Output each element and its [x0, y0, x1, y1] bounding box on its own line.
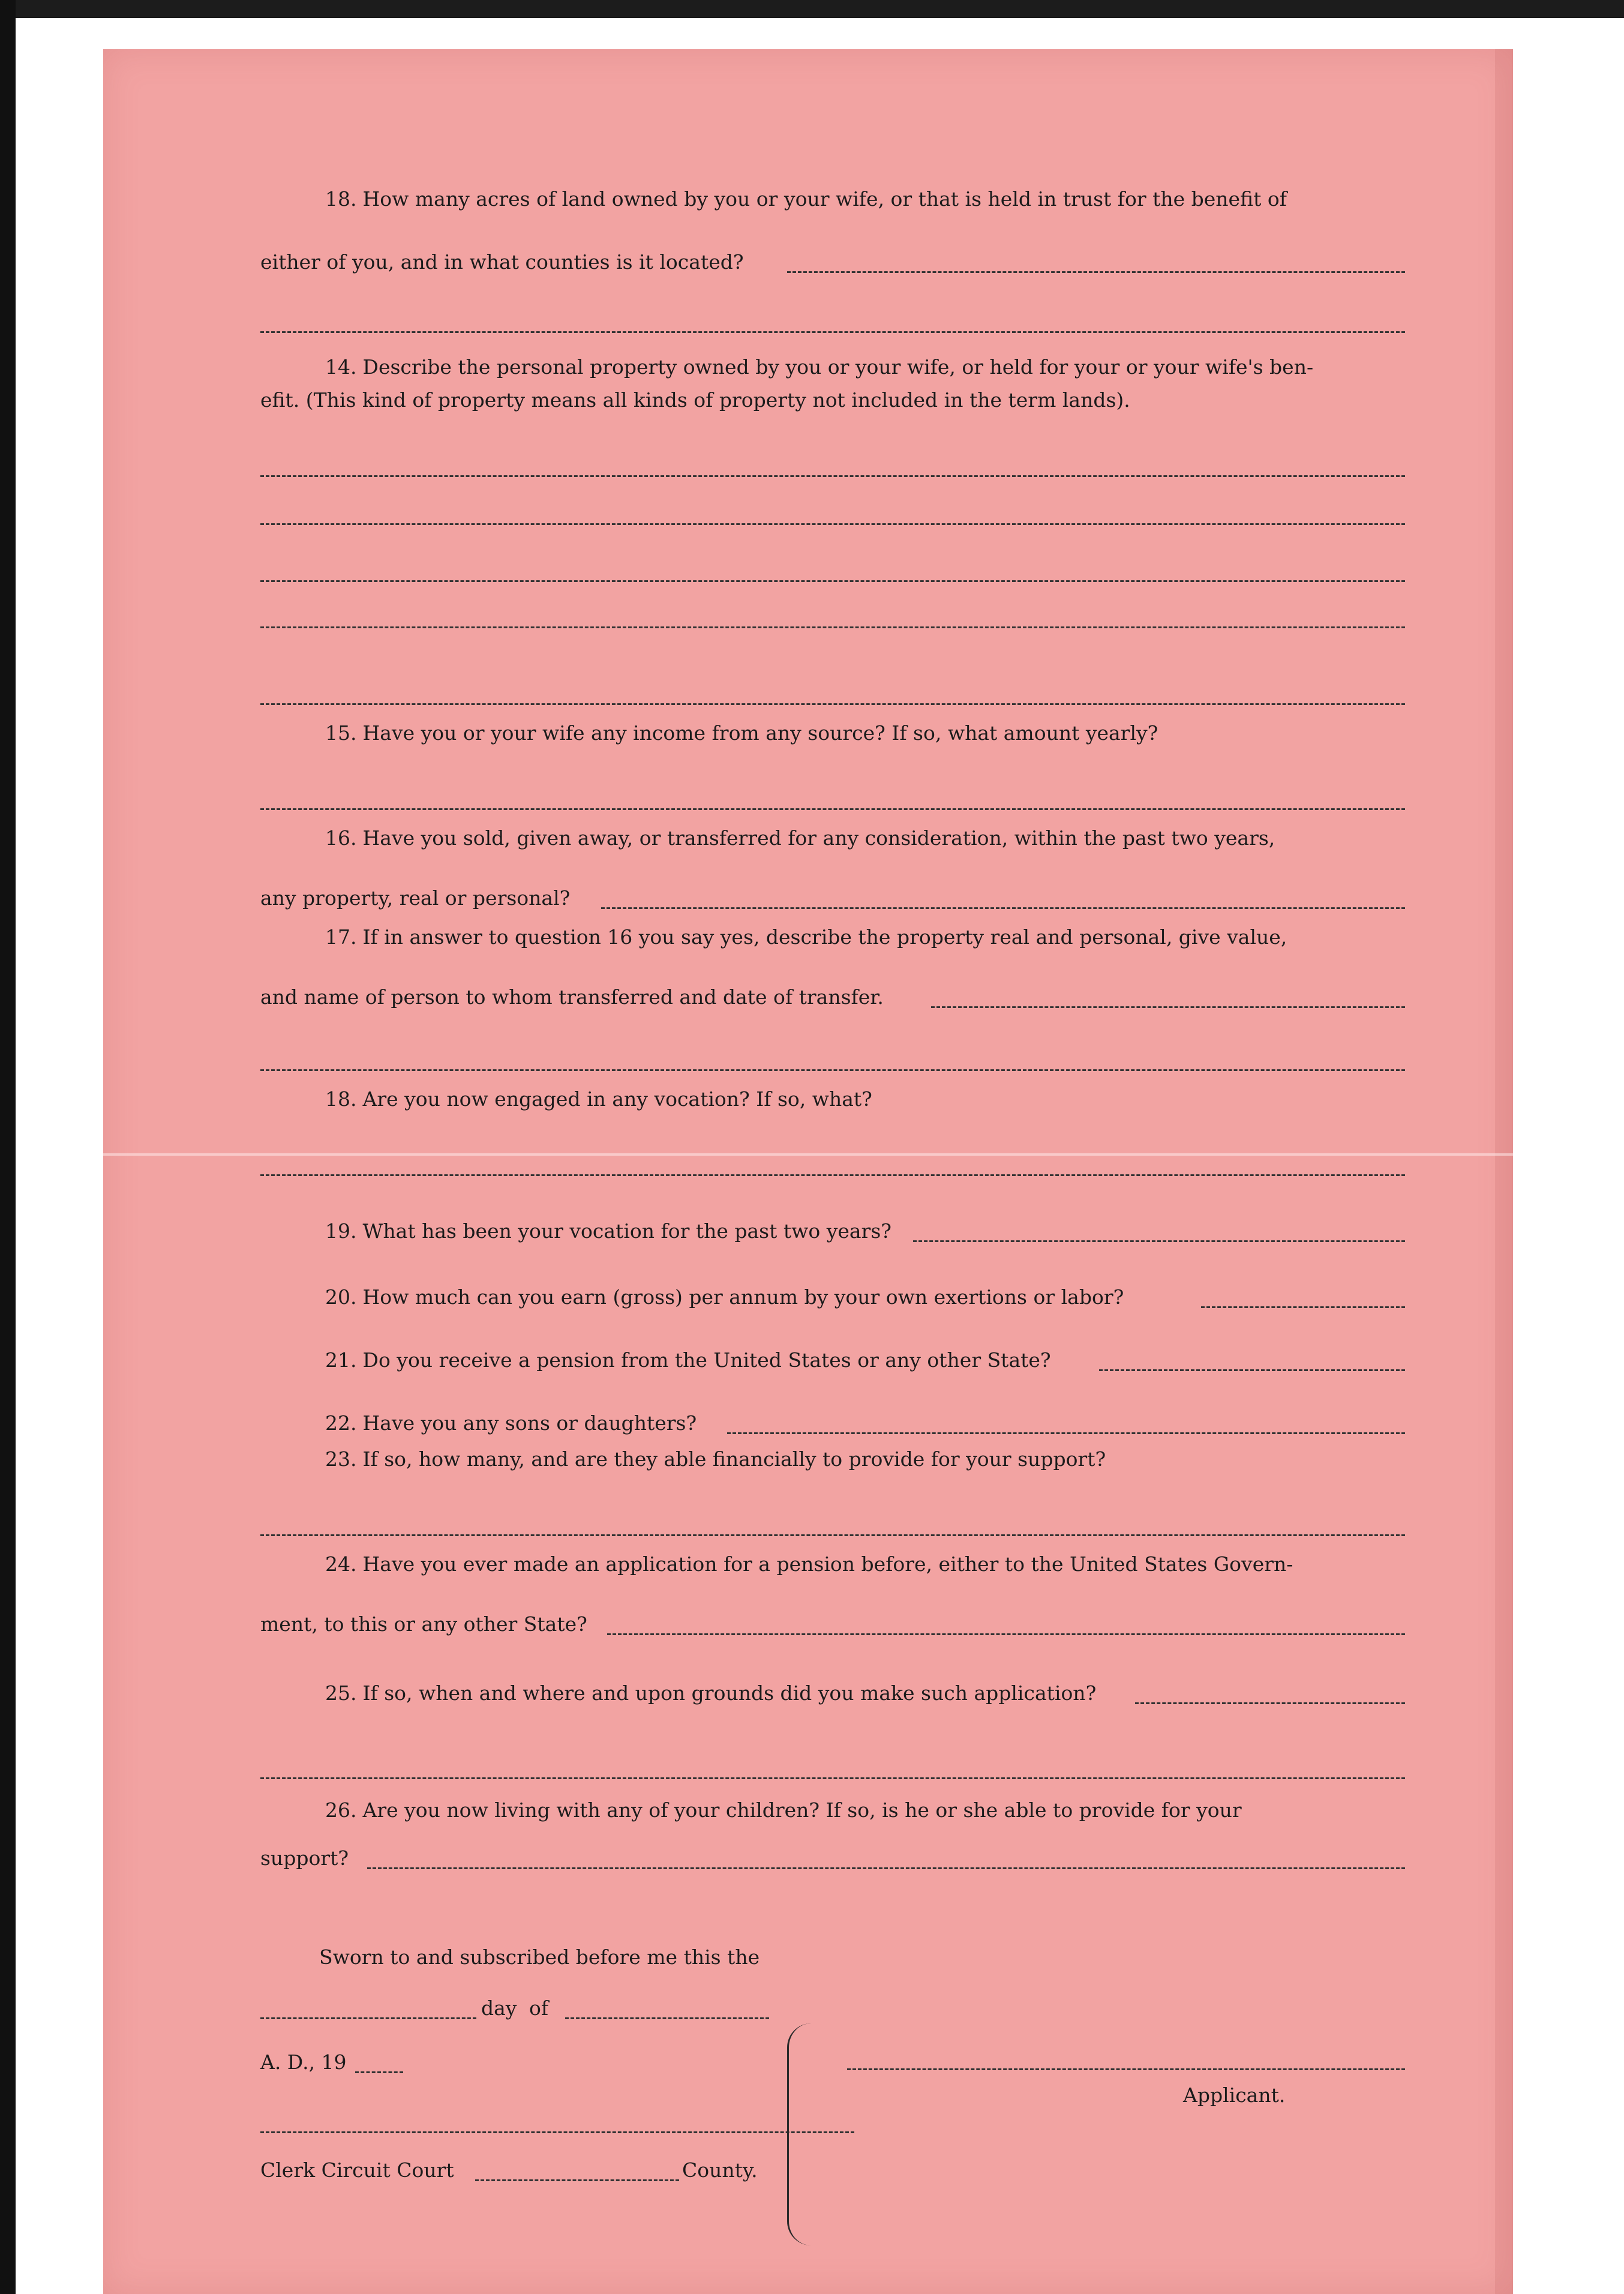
answer-line-23[interactable] — [260, 1534, 1405, 1536]
pension-form-page — [103, 49, 1513, 2294]
question-25: 25. If so, when and where and upon grounds did you make such application? — [325, 1681, 1097, 1705]
jurat-brace — [787, 2023, 813, 2245]
question-22: 22. Have you any sons or daughters? — [325, 1411, 697, 1435]
answer-line-14a[interactable] — [260, 475, 1405, 477]
answer-line-13b[interactable] — [260, 331, 1405, 333]
jurat-day-label: day — [481, 1996, 517, 2020]
question-24-line2: ment, to this or any other State? — [260, 1612, 587, 1636]
county-label: County. — [682, 2158, 758, 2182]
answer-line-26[interactable] — [367, 1867, 1405, 1869]
answer-line-15[interactable] — [260, 808, 1405, 810]
clerk-signature-line[interactable] — [260, 2131, 854, 2133]
question-13-line1: 18. How many acres of land owned by you or your wife, or that is held in trust for the benefit of — [325, 187, 1287, 211]
jurat-year-label: A. D., 19 — [260, 2050, 347, 2074]
jurat-month-field[interactable] — [565, 2017, 769, 2019]
answer-line-20[interactable] — [1201, 1306, 1405, 1308]
question-19: 19. What has been your vocation for the past two years? — [325, 1219, 891, 1243]
question-13-line2: either of you, and in what counties is it located? — [260, 250, 744, 274]
answer-line-14b[interactable] — [260, 523, 1405, 525]
question-23: 23. If so, how many, and are they able financially to provide for your support? — [325, 1447, 1106, 1471]
scan-left-border — [0, 0, 16, 2294]
answer-line-19[interactable] — [913, 1240, 1405, 1242]
answer-line-25b[interactable] — [260, 1777, 1405, 1779]
question-17-line2: and name of person to whom transferred and date of transfer. — [260, 985, 884, 1009]
question-17-line1: 17. If in answer to question 16 you say yes, describe the property real and personal, give value, — [325, 925, 1287, 949]
answer-line-21[interactable] — [1099, 1369, 1405, 1371]
jurat-of-label: of — [529, 1996, 549, 2020]
question-21: 21. Do you receive a pension from the United States or any other State? — [325, 1348, 1051, 1372]
question-16-line2: any property, real or personal? — [260, 886, 571, 910]
county-field[interactable] — [475, 2179, 679, 2181]
clerk-label: Clerk Circuit Court — [260, 2158, 454, 2182]
question-14-line1: 14. Describe the personal property owned by you or your wife, or held for your or your wife's ben- — [325, 355, 1314, 379]
question-24-line1: 24. Have you ever made an application for a pension before, either to the United States Govern- — [325, 1552, 1293, 1576]
answer-line-14c[interactable] — [260, 580, 1405, 582]
answer-line-13a[interactable] — [787, 271, 1405, 273]
answer-line-14e[interactable] — [260, 703, 1405, 705]
paper-fold — [103, 1153, 1513, 1156]
question-26-line1: 26. Are you now living with any of your children? If so, is he or she able to provide for your — [325, 1798, 1242, 1822]
jurat-day-field[interactable] — [260, 2017, 476, 2019]
jurat-sworn-text: Sworn to and subscribed before me this the — [319, 1945, 760, 1969]
question-14-line2: efit. (This kind of property means all kinds of property not included in the term lands). — [260, 388, 1130, 412]
applicant-label: Applicant. — [1183, 2083, 1286, 2107]
applicant-signature-line[interactable] — [847, 2068, 1405, 2070]
answer-line-16[interactable] — [601, 907, 1405, 909]
question-16-line1: 16. Have you sold, given away, or transferred for any consideration, within the past two years, — [325, 826, 1275, 850]
answer-line-18[interactable] — [260, 1174, 1405, 1176]
page-edge-shadow — [1495, 49, 1513, 2294]
answer-line-24[interactable] — [607, 1633, 1405, 1635]
question-26-line2: support? — [260, 1846, 349, 1870]
answer-line-17a[interactable] — [931, 1006, 1405, 1008]
answer-line-22[interactable] — [727, 1432, 1405, 1434]
answer-line-14d[interactable] — [260, 626, 1405, 628]
scan-top-border — [0, 0, 1624, 18]
question-20: 20. How much can you earn (gross) per annum by your own exertions or labor? — [325, 1285, 1124, 1309]
answer-line-25a[interactable] — [1135, 1702, 1405, 1704]
jurat-year-field[interactable] — [355, 2071, 403, 2073]
question-18: 18. Are you now engaged in any vocation? If so, what? — [325, 1087, 872, 1111]
answer-line-17b[interactable] — [260, 1069, 1405, 1071]
question-15: 15. Have you or your wife any income from any source? If so, what amount yearly? — [325, 721, 1158, 745]
